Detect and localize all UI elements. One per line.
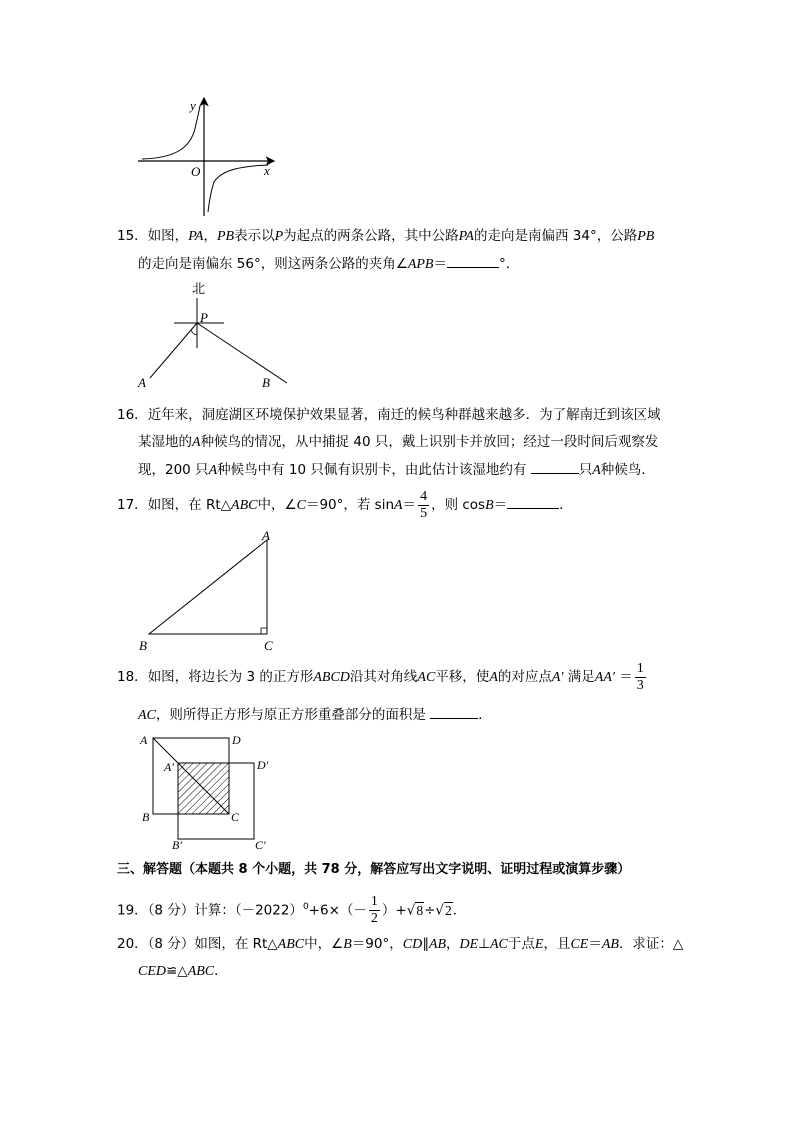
q17-text: ． bbox=[559, 497, 573, 513]
q20-number: 20． bbox=[117, 936, 148, 952]
q20-var: AC bbox=[489, 937, 508, 952]
q15-text: ＝ bbox=[433, 256, 447, 272]
q18-text: 沿其对角线 bbox=[349, 669, 418, 685]
q17-var: C bbox=[296, 498, 306, 513]
q16-text: 种候鸟． bbox=[600, 462, 655, 478]
q17-line bbox=[117, 488, 573, 523]
point-c-prime-label: C′ bbox=[255, 838, 266, 852]
q19-fraction-numerator: 1 bbox=[370, 894, 378, 909]
section3-heading: 三、解答题（本题共 8 个小题，共 78 分，解答应写出文字说明、证明过程或演算步骤） bbox=[117, 862, 631, 877]
q15-var: P bbox=[274, 229, 284, 244]
point-b-prime-label: B′ bbox=[172, 838, 182, 852]
point-a-label: A bbox=[138, 375, 146, 390]
q17-text: ＝90°，若 sin bbox=[305, 497, 395, 513]
q17-text: ，则 cos bbox=[431, 497, 486, 513]
north-label: 北 bbox=[192, 281, 206, 296]
q20-text: ．求证：△ bbox=[618, 936, 684, 952]
q18-fraction bbox=[635, 661, 646, 694]
point-c-label: C bbox=[231, 810, 240, 824]
q20-var: DE bbox=[459, 937, 479, 952]
q18-squares-figure bbox=[136, 728, 286, 852]
q20-text: 于点 bbox=[507, 936, 535, 952]
q16-var: A bbox=[192, 435, 201, 450]
q16-var: A bbox=[208, 463, 218, 478]
q15-text: 表示以 bbox=[234, 228, 275, 244]
point-b-label: B bbox=[142, 810, 150, 824]
q17-fraction-numerator: 4 bbox=[420, 488, 428, 504]
point-b-label: B bbox=[262, 375, 270, 390]
q17-text: ＝ bbox=[402, 497, 417, 513]
q20-text: ＝ bbox=[588, 936, 602, 952]
q17-text: ＝ bbox=[493, 497, 508, 513]
q16-text: 只 bbox=[578, 462, 593, 478]
q15-var: PA bbox=[188, 229, 204, 244]
q16-text: 种候鸟的情况，从中捕捉 40 只，戴上识别卡并放回；经过一段时间后观察发 bbox=[200, 434, 659, 450]
q20-text: 中，∠ bbox=[304, 936, 344, 952]
q20-var: B bbox=[343, 937, 352, 952]
q16-text: 近年来，洞庭湖区环境保护效果显著，南迁的候鸟种群越来越多．为了解南迁到该区域 bbox=[147, 407, 661, 423]
q20-text: （8 分）如图，在 Rt△ bbox=[147, 936, 278, 952]
q19-line bbox=[117, 890, 466, 928]
q17-triangle-figure bbox=[136, 528, 286, 656]
q18-var: AA′ bbox=[594, 670, 615, 685]
right-angle-mark bbox=[261, 628, 267, 634]
q15-text: 的走向是南偏西 34°，公路 bbox=[473, 228, 638, 244]
q20-text: ，且 bbox=[543, 936, 571, 952]
q16-line2 bbox=[138, 432, 658, 453]
q18-line1 bbox=[117, 660, 648, 695]
x-axis-label: x bbox=[264, 163, 270, 178]
q17-var: ABC bbox=[231, 498, 258, 513]
sqrt-sign: √ bbox=[435, 902, 444, 919]
q15-figure bbox=[134, 278, 304, 396]
q20-var: CE bbox=[570, 937, 589, 952]
angle-mark bbox=[191, 330, 197, 335]
q17-var: A bbox=[394, 498, 403, 513]
q20-text: ＝90°， bbox=[351, 936, 403, 952]
vertex-b-label: B bbox=[139, 638, 147, 653]
q16-line1 bbox=[117, 405, 661, 425]
q20-var: ABC bbox=[187, 964, 215, 979]
q18-var: A′ bbox=[551, 670, 564, 685]
q18-line2 bbox=[138, 704, 492, 726]
q18-text: 如图，将边长为 3 的正方形 bbox=[147, 669, 314, 685]
q18-var: AC bbox=[417, 670, 436, 685]
q16-var: A bbox=[592, 463, 601, 478]
q17-answer-blank[interactable] bbox=[507, 494, 559, 509]
q20-text: ， bbox=[446, 936, 460, 952]
q16-answer-blank[interactable] bbox=[531, 459, 579, 474]
q15-text: ， bbox=[203, 228, 217, 244]
q19-number: 19． bbox=[117, 902, 148, 919]
q19-radicand: 8 bbox=[416, 902, 424, 918]
q20-text: ≌△ bbox=[166, 963, 188, 979]
triangle-abc bbox=[149, 540, 267, 634]
q19-text: ）+ bbox=[381, 902, 407, 919]
q18-text: 满足 bbox=[567, 669, 595, 685]
q20-text: ⊥ bbox=[478, 936, 490, 952]
q15-var: PA bbox=[458, 229, 474, 244]
q18-text: 的对应点 bbox=[497, 669, 552, 685]
q15-line2 bbox=[138, 253, 519, 275]
q18-answer-blank[interactable] bbox=[430, 704, 478, 719]
q15-number: 15． bbox=[117, 228, 148, 244]
vertex-a-label: A bbox=[262, 528, 270, 543]
point-p-label: P bbox=[200, 310, 208, 325]
q17-number: 17． bbox=[117, 497, 148, 513]
q19-radicand: 2 bbox=[444, 902, 452, 918]
q20-line2 bbox=[138, 961, 228, 982]
y-axis-label: y bbox=[190, 98, 196, 113]
q15-var: PB bbox=[637, 229, 655, 244]
q15-var: APB bbox=[407, 257, 434, 272]
q16-text: 某湿地的 bbox=[138, 434, 192, 450]
q19-text: +6×（－ bbox=[308, 902, 367, 919]
q19-fraction bbox=[369, 894, 380, 927]
q20-var: AB bbox=[601, 937, 619, 952]
q16-text: 现，200 只 bbox=[138, 462, 209, 478]
q20-var: AB bbox=[428, 937, 447, 952]
q15-var: PB bbox=[217, 229, 235, 244]
q18-text: ，则所得正方形与原正方形重叠部分的面积是 bbox=[155, 707, 426, 723]
q18-fraction-denominator: 3 bbox=[636, 677, 644, 693]
point-d-prime-label: D′ bbox=[257, 758, 269, 772]
q18-var: ABCD bbox=[313, 670, 350, 685]
q16-text: 种候鸟中有 10 只佩有识别卡，由此估计该湿地约有 bbox=[217, 462, 527, 478]
q17-var: B bbox=[485, 498, 494, 513]
q17-text: 如图，在 Rt△ bbox=[147, 497, 232, 513]
q18-text: ＝ bbox=[619, 669, 633, 685]
sqrt-sign: √ bbox=[406, 902, 416, 919]
q18-text: ． bbox=[478, 707, 492, 723]
q20-var: CD bbox=[402, 937, 423, 952]
q15-line1 bbox=[117, 226, 654, 247]
road-pa bbox=[150, 323, 197, 378]
q20-text: ∥ bbox=[422, 936, 429, 952]
q15-text: 如图， bbox=[147, 228, 189, 244]
q18-var: A bbox=[489, 670, 498, 685]
q19-exponent: 0 bbox=[302, 902, 309, 912]
hyperbola-graph bbox=[134, 94, 284, 218]
q19-text: ． bbox=[452, 902, 467, 919]
point-a-prime-label: A′ bbox=[164, 760, 174, 774]
q20-var: CED bbox=[138, 964, 166, 979]
q18-fraction-numerator: 1 bbox=[636, 660, 644, 676]
hyperbola-branch-upper-left bbox=[142, 106, 200, 159]
q20-text: ． bbox=[214, 963, 228, 979]
point-d-label: D bbox=[232, 733, 241, 747]
q19-text: （8 分）计算：（－2022） bbox=[147, 902, 303, 919]
q16-line3 bbox=[138, 459, 655, 481]
q17-fraction bbox=[418, 489, 429, 522]
q18-number: 18． bbox=[117, 669, 148, 685]
q18-text: 平移，使 bbox=[435, 669, 490, 685]
q15-text: °． bbox=[498, 256, 520, 272]
q18-var: AC bbox=[138, 708, 156, 723]
q20-line1 bbox=[117, 934, 683, 955]
q20-var: ABC bbox=[277, 937, 305, 952]
q15-answer-blank[interactable] bbox=[447, 253, 499, 268]
origin-label: O bbox=[191, 164, 201, 179]
q15-text: 为起点的两条公路，其中公路 bbox=[283, 228, 459, 244]
q20-var: E bbox=[534, 937, 544, 952]
road-pb bbox=[197, 323, 287, 383]
q16-number: 16． bbox=[117, 407, 148, 423]
q19-fraction-denominator: 2 bbox=[370, 911, 378, 926]
q17-text: 中，∠ bbox=[257, 497, 297, 513]
point-a-label: A bbox=[140, 733, 148, 747]
q19-text: ÷ bbox=[424, 902, 436, 919]
q17-fraction-denominator: 5 bbox=[420, 505, 428, 521]
hyperbola-branch-lower-right bbox=[208, 165, 268, 212]
q15-text: 的走向是南偏东 56°，则这两条公路的夹角∠ bbox=[138, 256, 408, 272]
vertex-c-label: C bbox=[264, 638, 273, 653]
